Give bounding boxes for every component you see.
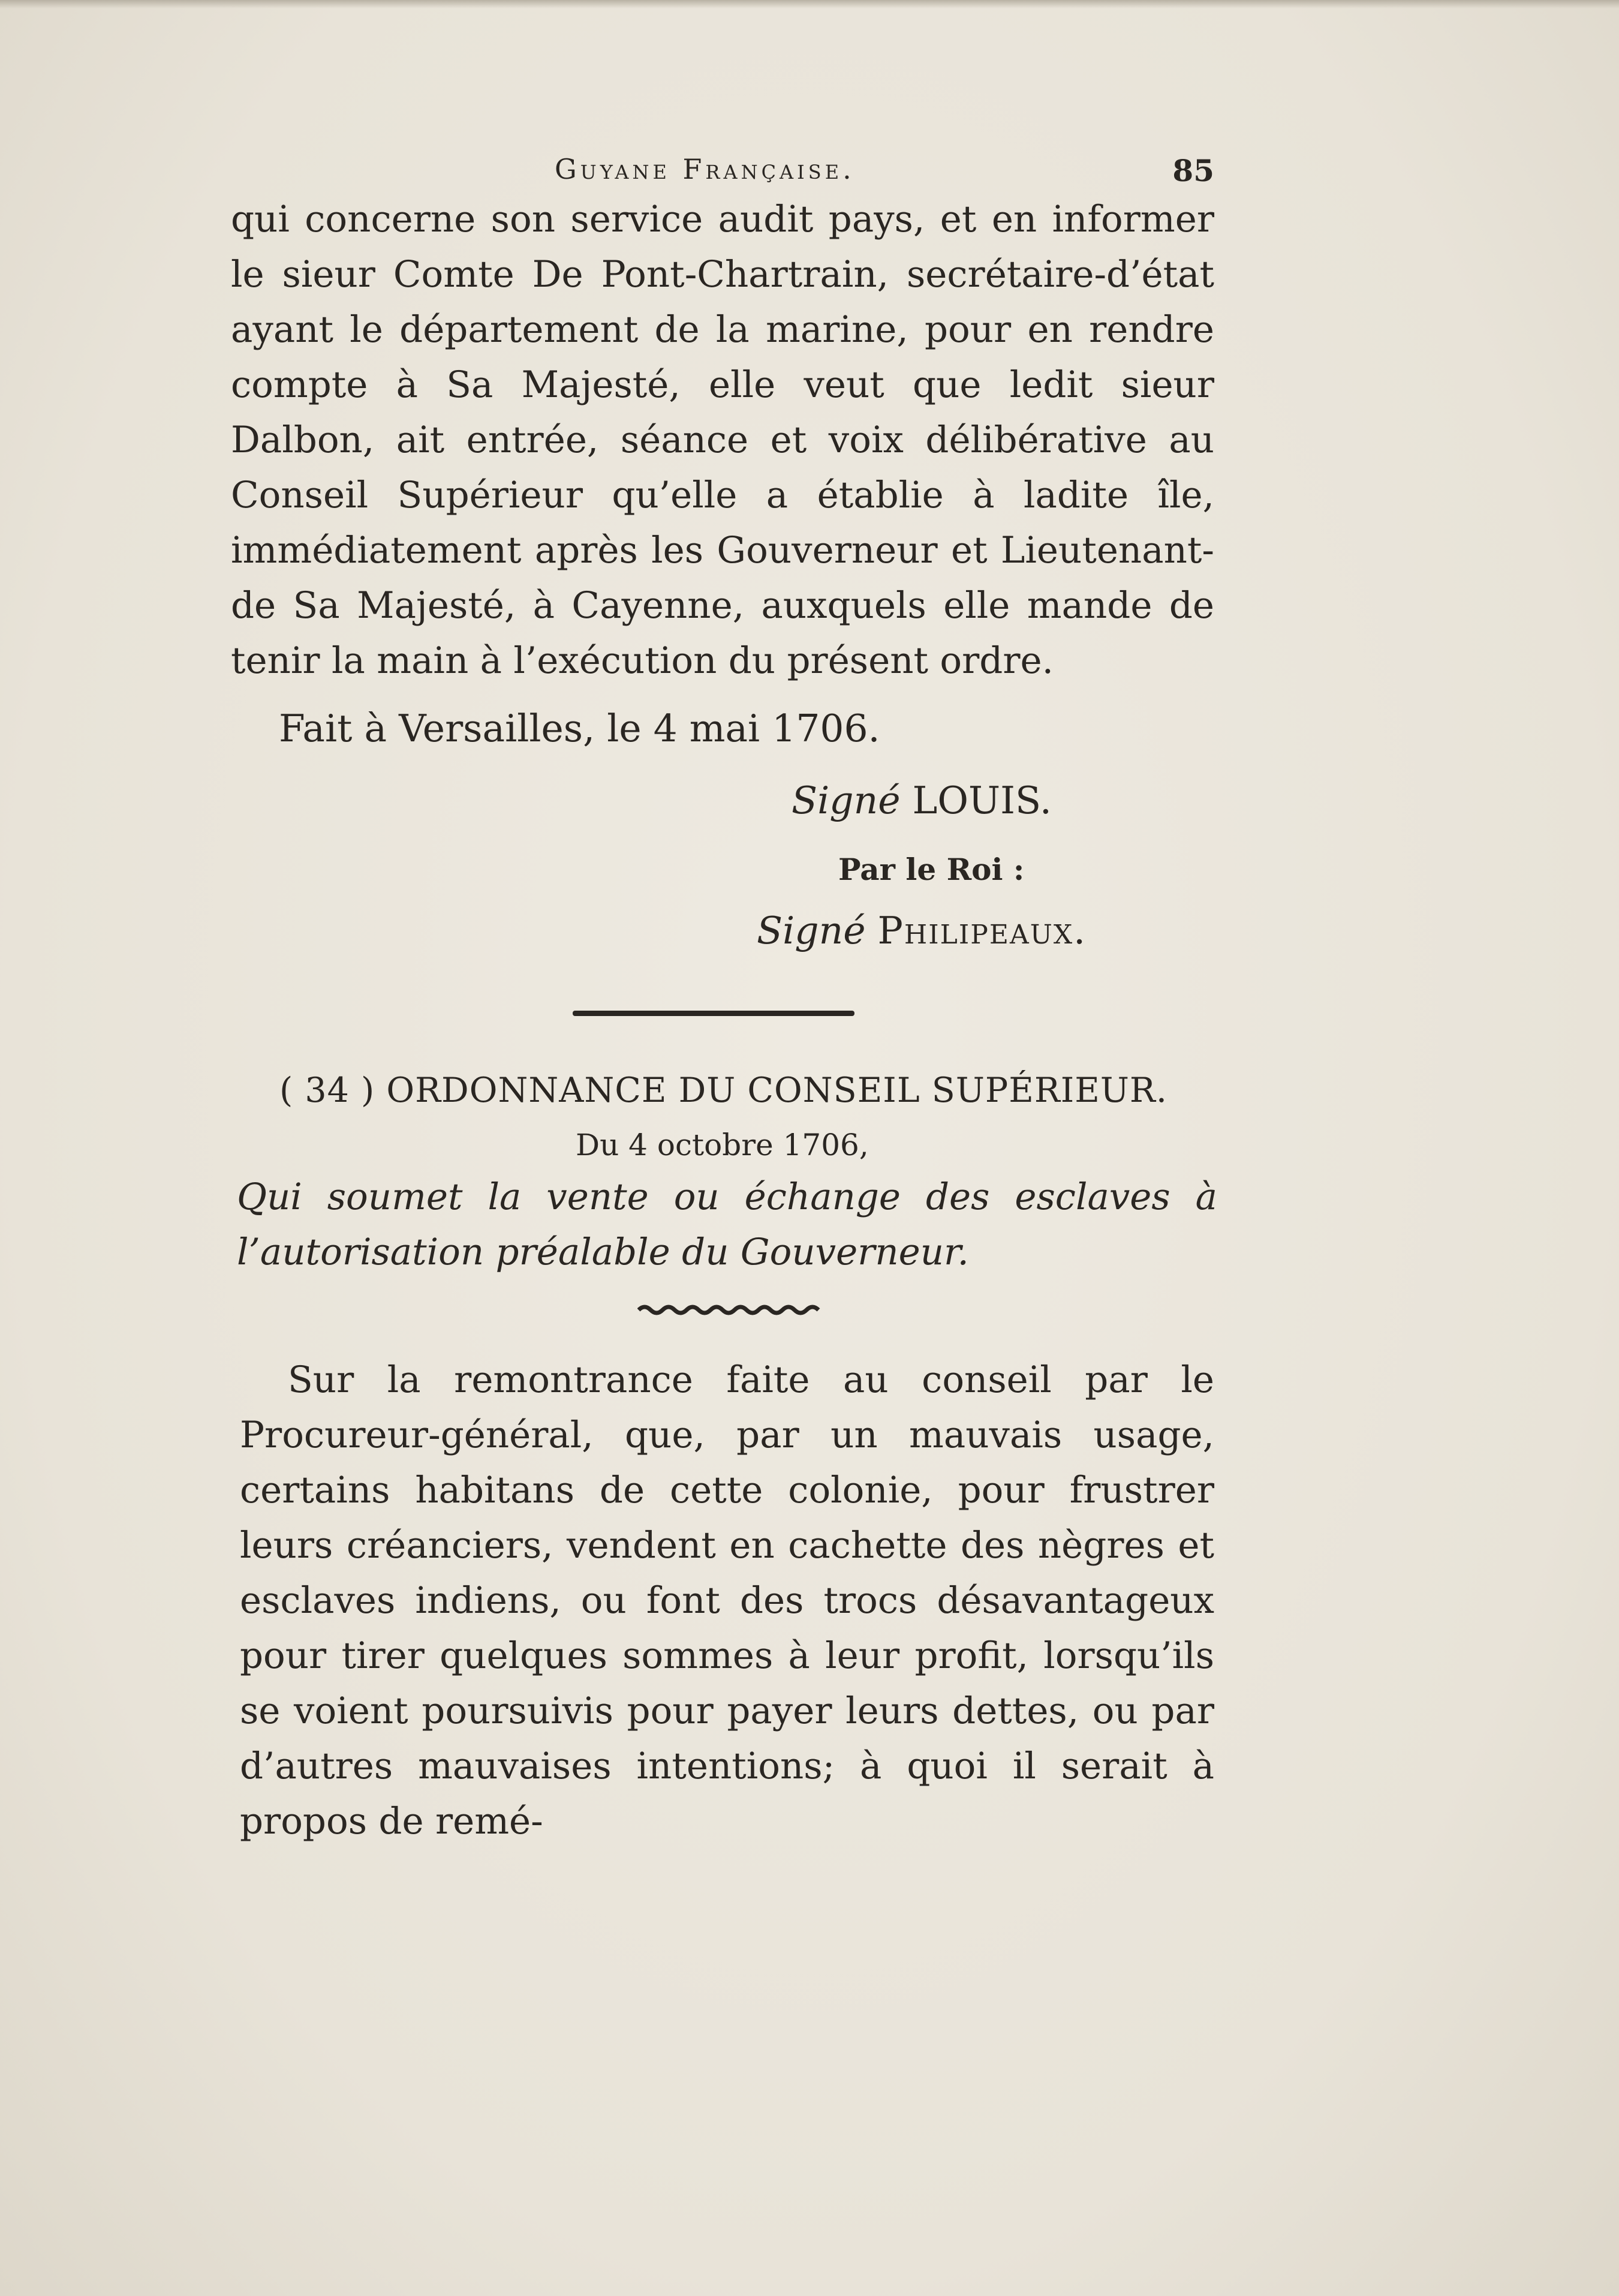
ordonnance-date: Du 4 octobre 1706, [576, 1128, 869, 1162]
signe-label: Signé [757, 909, 866, 952]
body-paragraph-1 [231, 192, 1214, 689]
running-head-title: Guyane Française. [555, 153, 855, 185]
ordonnance-title: ( 34 ) ORDONNANCE DU CONSEIL SUPÉRIEUR. [279, 1071, 1167, 1110]
par-le-roi: Par le Roi : [838, 852, 1025, 887]
dateline: Fait à Versailles, le 4 mai 1706. [279, 707, 880, 750]
page-edge [0, 0, 1619, 8]
wavy-ornament-rule [637, 1303, 823, 1317]
section-divider-rule [573, 1011, 854, 1016]
page-number: 85 [1172, 153, 1214, 188]
signature-name: Philipeaux. [877, 909, 1087, 952]
signature-louis [792, 779, 1052, 822]
signature-philipeaux [757, 909, 1087, 952]
ordonnance-subtitle: Qui soumet la vente ou échange des esclaves à l’autorisation préalable du Gouverneur. [237, 1176, 1217, 1273]
paragraph-text: qui concerne son service audit pays, et en informer le sieur Comte De Pont-Chartrain, secrétaire-d’état ayant le département de la marine, pour en rendre compte à Sa Majesté, elle veut que ledit sieur Dalbon, ait entrée, séance et voix délibérative au Conseil Supérieur qu’elle a établie à ladite île, immédiatement après les Gouverneur et Lieutenant-de Sa Majesté, à Cayenne, auxquels elle mande de tenir la main à l’exécution du présent ordre. [231, 198, 1214, 682]
signe-label: Signé [792, 779, 901, 822]
signature-name: LOUIS. [912, 779, 1052, 822]
paragraph-text: Sur la remontrance faite au conseil par le Procureur-général, que, par un mauvais usage, certains habitans de cette colonie, pour frustrer leurs créanciers, vendent en cachette des nègres et esclaves indiens, ou font des trocs désavantageux pour tirer quelques sommes à leur profit, lorsqu’ils se voient poursuivis pour payer leurs dettes, ou par d’autres mauvaises intentions; à quoi il serait à propos de remé- [240, 1359, 1214, 1843]
body-paragraph-2 [240, 1353, 1214, 1849]
running-head [231, 153, 1214, 189]
